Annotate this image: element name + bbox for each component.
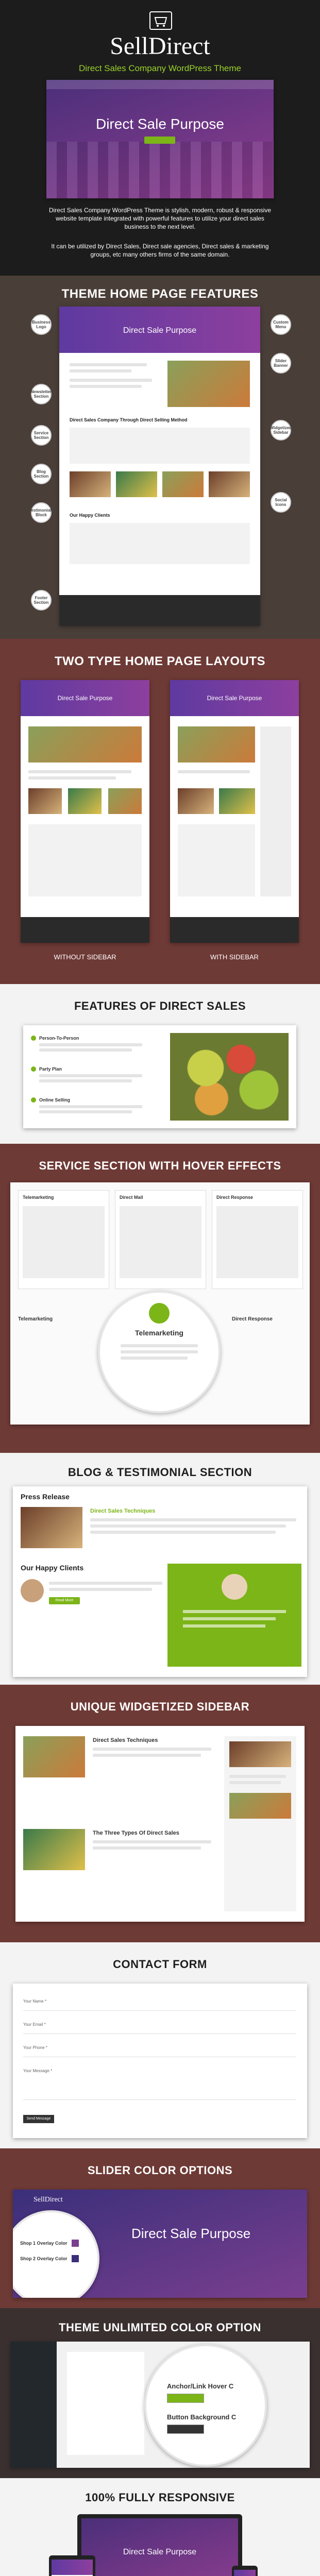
layout-left-mock-title: Direct Sale Purpose bbox=[57, 694, 113, 702]
layout-right-mock-title: Direct Sale Purpose bbox=[207, 694, 262, 702]
button-bg-color-label: Button Background C bbox=[167, 2413, 237, 2421]
callout-custom-menu: Custom Menu bbox=[271, 314, 291, 335]
check-icon bbox=[31, 1066, 36, 1072]
direct-sales-section bbox=[0, 984, 320, 1144]
phone-field[interactable]: Your Phone * bbox=[23, 2045, 296, 2057]
sidebar-title: UNIQUE WIDGETIZED SIDEBAR bbox=[70, 1700, 250, 1713]
hero-banner-title: Direct Sale Purpose bbox=[95, 116, 224, 132]
color-swatch[interactable] bbox=[72, 2240, 79, 2247]
tablet-device bbox=[49, 2555, 95, 2576]
slider-brand: SellDirect bbox=[33, 2196, 63, 2204]
color-picker[interactable] bbox=[167, 2394, 204, 2403]
features-mock-heading: Direct Sales Company Through Direct Selling Method bbox=[70, 417, 188, 422]
cart-logo-icon bbox=[149, 11, 172, 30]
check-icon bbox=[31, 1097, 36, 1103]
callout-service-section: Service Section bbox=[31, 425, 52, 446]
features-section bbox=[0, 276, 320, 639]
read-more-button[interactable]: Read More bbox=[49, 1597, 80, 1604]
phone-device bbox=[232, 2566, 258, 2576]
responsive-title: 100% FULLY RESPONSIVE bbox=[85, 2491, 235, 2504]
service-title: SERVICE SECTION WITH HOVER EFFECTS bbox=[39, 1159, 281, 1172]
email-field[interactable]: Your Email * bbox=[23, 2022, 296, 2034]
sidebar-widget-area bbox=[224, 1736, 296, 1911]
responsive-section bbox=[0, 2478, 320, 2576]
direct-sales-item-title: Person-To-Person bbox=[39, 1036, 79, 1041]
hero-banner-shot bbox=[46, 80, 274, 198]
message-field[interactable]: Your Message * bbox=[23, 2069, 296, 2100]
option-shop-2[interactable]: Shop 2 Overlay Color bbox=[20, 2256, 68, 2261]
avatar bbox=[222, 1574, 247, 1600]
callout-widgetized-sidebar: Widgetized Sidebar bbox=[271, 420, 291, 440]
admin-shot bbox=[10, 2342, 310, 2468]
hover-color-label: Anchor/Link Hover C bbox=[167, 2382, 234, 2390]
sidebar-post-1[interactable]: Direct Sales Techniques bbox=[93, 1737, 158, 1743]
direct-sales-title: FEATURES OF DIRECT SALES bbox=[74, 999, 246, 1012]
color-picker[interactable] bbox=[167, 2425, 204, 2434]
brand-name: SellDirect bbox=[110, 32, 210, 60]
direct-sales-shot bbox=[23, 1025, 296, 1128]
service-card[interactable] bbox=[115, 1190, 206, 1289]
service-zoom-lens bbox=[98, 1291, 221, 1413]
hero-section bbox=[0, 0, 320, 276]
telemarketing-icon bbox=[149, 1303, 170, 1324]
admin-sidebar bbox=[10, 2342, 57, 2468]
hero-banner-button[interactable] bbox=[144, 137, 175, 144]
layout-left-caption: WITHOUT SIDEBAR bbox=[54, 953, 116, 961]
color-options-lens bbox=[144, 2344, 267, 2467]
contact-title: CONTACT FORM bbox=[113, 1958, 207, 1971]
callout-footer: Footer Section bbox=[31, 590, 52, 611]
slider-colors-section bbox=[0, 2148, 320, 2308]
service-section bbox=[0, 1144, 320, 1453]
blog-post-title[interactable]: Direct Sales Techniques bbox=[90, 1508, 156, 1514]
desktop-device bbox=[77, 2514, 242, 2576]
callout-social-icons: Social Icons bbox=[271, 492, 291, 513]
layouts-title: TWO TYPE HOME PAGE LAYOUTS bbox=[54, 654, 266, 668]
avatar bbox=[21, 1579, 44, 1602]
service-card-title: Telemarketing bbox=[23, 1195, 54, 1200]
service-card[interactable] bbox=[18, 1190, 109, 1289]
testimonial-green-box bbox=[167, 1564, 301, 1667]
direct-sales-item-title: Online Selling bbox=[39, 1097, 71, 1103]
callout-testimonials: Testimonials Block bbox=[31, 502, 52, 523]
slider-colors-title: SLIDER COLOR OPTIONS bbox=[87, 2164, 233, 2177]
sidebar-shot bbox=[15, 1726, 305, 1922]
color-options-section bbox=[0, 2308, 320, 2478]
slider-colors-shot bbox=[13, 2190, 307, 2298]
layout-without-sidebar-shot bbox=[21, 680, 149, 943]
blog-section bbox=[0, 1453, 320, 1685]
features-mock-title: Direct Sale Purpose bbox=[123, 326, 197, 335]
name-field[interactable]: Your Name * bbox=[23, 1999, 296, 2011]
blog-title: BLOG & TESTIMONIAL SECTION bbox=[68, 1466, 252, 1479]
sidebar-post-2[interactable]: The Three Types Of Direct Sales bbox=[93, 1830, 179, 1836]
features-title: THEME HOME PAGE FEATURES bbox=[61, 287, 259, 301]
service-zoom-right: Direct Response bbox=[232, 1316, 273, 1322]
sidebar-section bbox=[0, 1685, 320, 1942]
callout-business-logo: Business Logo bbox=[31, 314, 52, 335]
slider-options-lens bbox=[13, 2210, 99, 2298]
slider-banner-title: Direct Sale Purpose bbox=[131, 2226, 251, 2241]
color-swatch[interactable] bbox=[72, 2255, 79, 2262]
color-options-title: THEME UNLIMITED COLOR OPTION bbox=[59, 2321, 261, 2334]
service-zoom-title: Telemarketing bbox=[135, 1329, 183, 1337]
contact-shot bbox=[13, 1984, 307, 2138]
fruit-image bbox=[170, 1033, 289, 1121]
callout-slider-banner: Slider Banner bbox=[271, 353, 291, 374]
service-cards-shot bbox=[10, 1182, 310, 1425]
service-card[interactable] bbox=[212, 1190, 303, 1289]
direct-sales-item-title: Party Plan bbox=[39, 1066, 62, 1072]
features-homepage-shot bbox=[59, 307, 260, 626]
hero-tagline: Direct Sales Company WordPress Theme bbox=[79, 63, 241, 73]
clients-label: Our Happy Clients bbox=[21, 1564, 84, 1572]
callout-newsletter: Newsletter Section bbox=[31, 384, 52, 404]
layouts-section bbox=[0, 639, 320, 984]
blog-shot bbox=[13, 1486, 307, 1677]
option-shop-1[interactable]: Shop 1 Overlay Color bbox=[20, 2241, 68, 2246]
responsive-banner: Direct Sale Purpose bbox=[123, 2548, 197, 2556]
layout-with-sidebar-shot bbox=[170, 680, 299, 943]
press-release-label: Press Release bbox=[21, 1493, 70, 1501]
callout-blog-section: Blog Section bbox=[31, 464, 52, 484]
send-message-button[interactable]: Send Message bbox=[23, 2115, 54, 2123]
service-card-title: Direct Response bbox=[216, 1195, 254, 1200]
service-zoom-left: Telemarketing bbox=[18, 1316, 53, 1322]
hero-description: Direct Sales Company WordPress Theme is stylish, modern, robust & responsive website template integrated with powerful features to utilize your direct sales business to the next level. bbox=[48, 207, 272, 230]
contact-section bbox=[0, 1942, 320, 2148]
features-mock-clients: Our Happy Clients bbox=[70, 513, 110, 518]
hero-description-2: It can be utilized by Direct Sales, Direct sale agencies, Direct sales & marketing groups, etc many others firms of the same domain. bbox=[51, 243, 269, 258]
check-icon bbox=[31, 1036, 36, 1041]
layout-right-caption: WITH SIDEBAR bbox=[210, 953, 259, 961]
service-card-title: Direct Mail bbox=[120, 1195, 143, 1200]
